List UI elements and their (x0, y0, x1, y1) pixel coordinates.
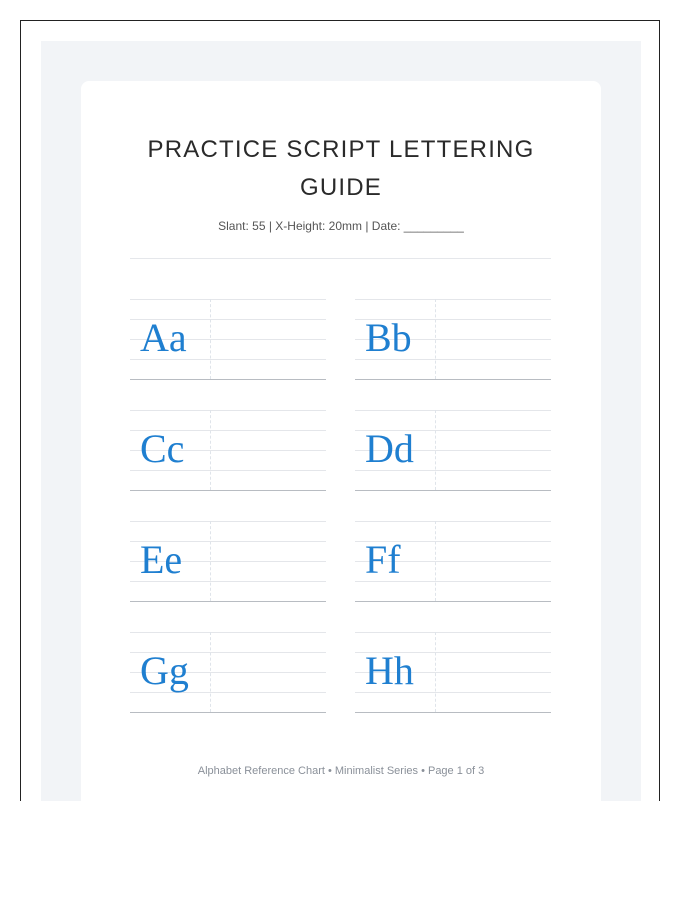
slant-guide-line (435, 521, 436, 601)
letter-pair: Aa (140, 315, 187, 360)
baseline (130, 490, 326, 491)
slant-guide-line (210, 410, 211, 490)
baseline (355, 379, 551, 380)
baseline (355, 712, 551, 713)
worksheet-sheet (81, 81, 601, 801)
worksheet-meta-line: Slant: 55 | X-Height: 20mm | Date: _________ (218, 219, 464, 233)
baseline (130, 601, 326, 602)
slant-guide-line (435, 632, 436, 712)
letter-cell-gg (130, 632, 326, 714)
page-footer: Alphabet Reference Chart • Minimalist Series • Page 1 of 3 (197, 765, 485, 777)
ascender-line (130, 632, 326, 633)
letter-cell-ee (130, 521, 326, 603)
letter-cell-bb (355, 299, 551, 381)
letter-pair: Bb (365, 315, 412, 360)
ascender-line (355, 410, 551, 411)
baseline (130, 379, 326, 380)
baseline (130, 712, 326, 713)
letter-pair: Cc (140, 426, 185, 471)
letter-cell-aa (130, 299, 326, 381)
letter-cell-hh (355, 632, 551, 714)
baseline (355, 601, 551, 602)
page-title: PRACTICE SCRIPT LETTERING GUIDE (147, 136, 535, 201)
slant-guide-line (435, 299, 436, 379)
letter-pair: Dd (365, 426, 414, 471)
slant-guide-line (210, 632, 211, 712)
ascender-line (355, 521, 551, 522)
ascender-line (355, 632, 551, 633)
ascender-line (130, 299, 326, 300)
letter-pair: Gg (140, 648, 189, 693)
slant-guide-line (210, 299, 211, 379)
letter-pair: Ff (365, 537, 401, 582)
slant-guide-line (210, 521, 211, 601)
letter-cell-ff (355, 521, 551, 603)
ascender-line (355, 299, 551, 300)
slant-guide-line (435, 410, 436, 490)
letter-cell-cc (130, 410, 326, 492)
baseline (355, 490, 551, 491)
letter-pair: Ee (140, 537, 183, 582)
ascender-line (130, 521, 326, 522)
header-divider (130, 258, 551, 259)
document-frame (20, 20, 660, 801)
letter-cell-dd (355, 410, 551, 492)
ascender-line (130, 410, 326, 411)
page-backdrop (41, 41, 641, 801)
letter-pair: Hh (365, 648, 414, 693)
